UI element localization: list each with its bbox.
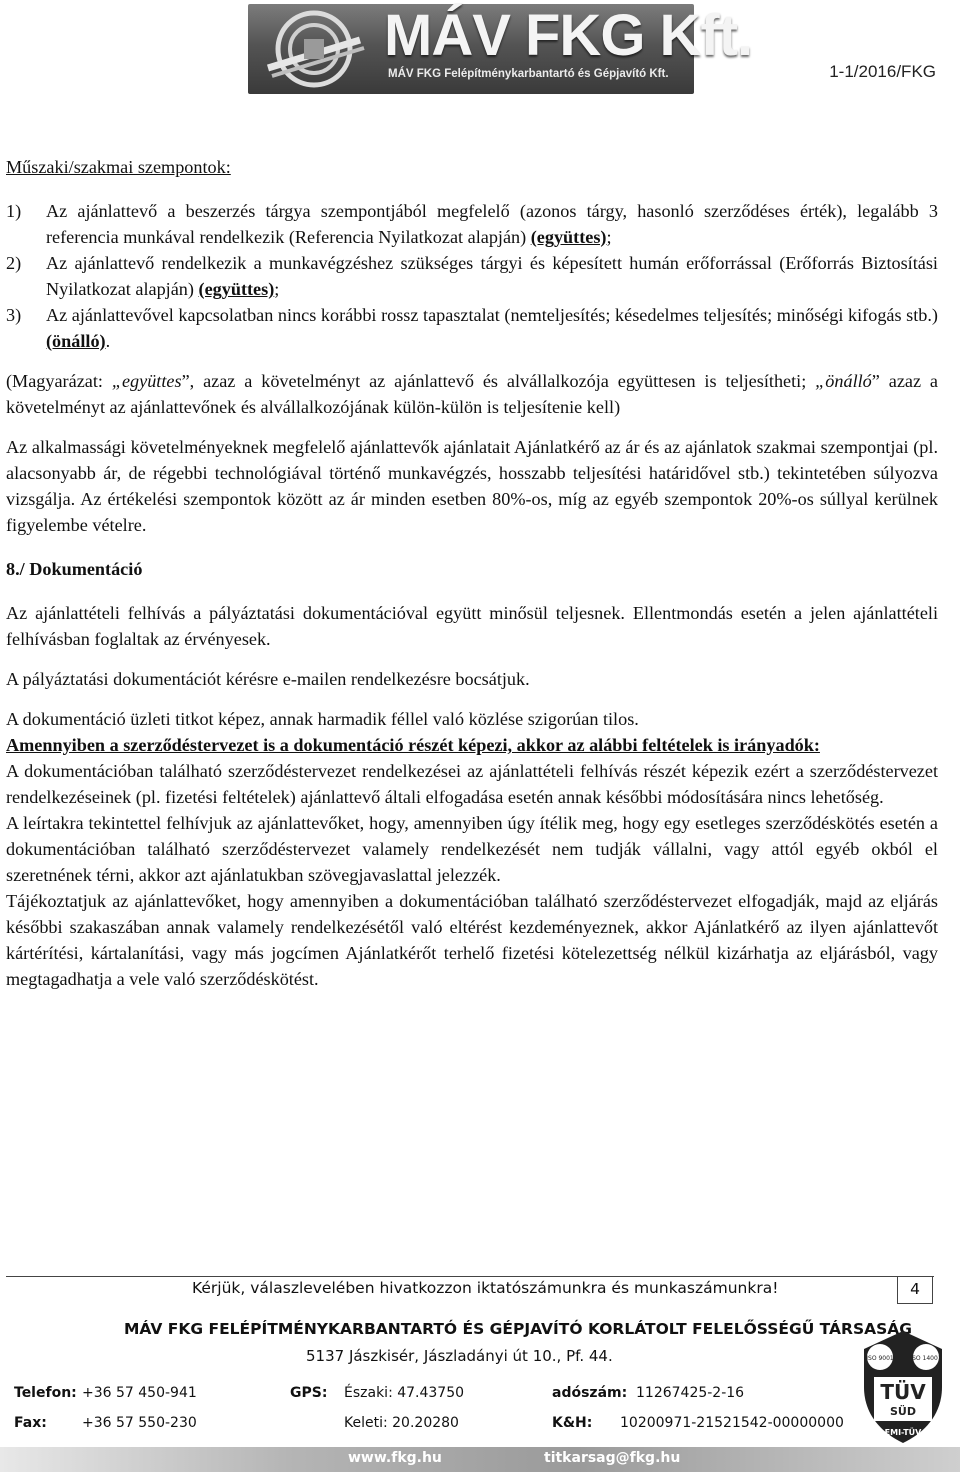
tax-label: adószám: <box>552 1385 628 1401</box>
criteria-list <box>6 198 938 354</box>
gps-label: GPS: <box>290 1385 328 1401</box>
section-8-title: 8./ Dokumentáció <box>6 559 143 579</box>
contract-heading: Amennyiben a szerződéstervezet is a dokumentáció részét képezi, akkor az alábbi feltételek is irányadók: <box>6 735 820 755</box>
logo-subtitle: MÁV FKG Felépítménykarbantartó és Gépjavító Kft. <box>388 68 669 80</box>
document-body <box>6 154 938 992</box>
tax-number: 11267425-2-16 <box>636 1385 745 1401</box>
logo-title: MÁV FKG Kft. <box>384 3 753 68</box>
list-number: 1) <box>6 201 22 221</box>
explanation-term: „önálló <box>815 371 872 391</box>
iso-14001-label: ISO 14001 <box>910 1355 942 1362</box>
list-number: 2) <box>6 253 22 273</box>
criterion-tag: (együttes) <box>198 279 275 299</box>
phone-label: Telefon: <box>14 1385 77 1401</box>
tuv-certification-icon <box>858 1327 948 1447</box>
email-link[interactable]: titkarsag@fkg.hu <box>544 1450 681 1466</box>
page-number: 4 <box>897 1276 933 1304</box>
evaluation-paragraph: Az alkalmassági követelményeknek megfelelő ajánlattevők ajánlatait Ajánlatkérő az ár és az ajánlatok szakmai szempontjai (pl. alacsonyabb ár, de régebbi technológiával történő munkavégzés, hosszabb teljesítési határidővel stb.) tekintetében súlyozva vizsgálja. Az értékelési szempontok között az ár minden esetben 80%-os, míg az egyéb szempontok 20%-os súllyal kerülnek figyelembe vételre. <box>6 437 938 535</box>
explanation-text: ”, azaz a követelményt az ajánlattevő és alvállalkozója együttesen is teljesítheti; <box>181 371 816 391</box>
list-item <box>6 302 938 354</box>
company-name: MÁV FKG FELÉPÍTMÉNYKARBANTARTÓ ÉS GÉPJAVÍTÓ KORLÁTOLT FELELŐSSÉGŰ TÁRSASÁG <box>124 1320 913 1338</box>
fax-number: +36 57 550-230 <box>82 1415 197 1431</box>
explanation-text: ” azaz a követelményt az ajánlattevőnek és alvállalkozójának külön-külön is teljesítenie kell) <box>6 371 939 417</box>
footer-divider <box>6 1276 934 1277</box>
company-logo <box>248 3 753 94</box>
explanation-text: (Magyarázat: <box>6 371 112 391</box>
criterion-end: ; <box>606 227 612 247</box>
criterion-end: . <box>105 331 111 351</box>
document-reference: 1-1/2016/FKG <box>829 62 936 81</box>
fax-label: Fax: <box>14 1415 47 1431</box>
phone-number: +36 57 450-941 <box>82 1385 197 1401</box>
footer-contact-bar <box>0 1447 960 1472</box>
criterion-tag: (önálló) <box>46 331 106 351</box>
explanation-term: „együttes <box>111 371 182 391</box>
bank-label: K&H: <box>552 1415 593 1431</box>
criterion-text: Az ajánlattevő rendelkezik a munkavégzéshez szükséges tárgyi és képesített humán erőforrással (Erőforrás Biztosítási Nyilatkozat alapján) <box>46 253 938 299</box>
company-address: 5137 Jászkisér, Jászladányi út 10., Pf. 44. <box>306 1347 613 1365</box>
list-item <box>6 198 938 250</box>
bank-account: 10200971-21521542-00000000 <box>620 1415 844 1431</box>
website-link[interactable]: www.fkg.hu <box>348 1450 442 1466</box>
documentation-paragraph-3: A dokumentáció üzleti titkot képez, annak harmadik féllel való közlése szigorúan tilos. <box>6 709 639 729</box>
tuv-label: TÜV <box>880 1380 926 1404</box>
explanation-paragraph <box>6 368 938 420</box>
contract-paragraph-2: A leírtakra tekintettel felhívjuk az ajánlattevőket, hogy, amennyiben úgy ítélik meg, hogy egy esetleges szerződéskötés esetén a dokumentációban található szerződéstervezet valamely rendelkezését nem tudják vállalni, vagy attól egyéb okból el szeretnének térni, akkor azt ajánlatukban szövegjavaslattal jelezzék. <box>6 813 938 885</box>
iso-9001-label: ISO 9001 <box>866 1355 894 1362</box>
footer-note: Kérjük, válaszlevelében hivatkozzon iktatószámunkra és munkaszámunkra! <box>192 1279 779 1297</box>
section-heading: Műszaki/szakmai szempontok: <box>6 157 231 177</box>
documentation-paragraph-1: Az ajánlattételi felhívás a pályáztatási dokumentációval együtt minősül teljesnek. Ellentmondás esetén a jelen ajánlattételi felhívásban foglaltak az érvényesek. <box>6 603 938 649</box>
criterion-text: Az ajánlattevővel kapcsolatban nincs korábbi rossz tapasztalat (nemteljesítés; késedelmes teljesítés; minőségi kifogás stb.) <box>46 305 938 325</box>
contract-paragraph-3: Tájékoztatjuk az ajánlattevőket, hogy amennyiben a dokumentációban található szerződéstervezet elfogadják, majd az eljárás későbbi szakaszában annak valamely rendelkezésétől való eltérést kezdeményeznek, akkor Ajánlatkérő az ilyen ajánlattevőt kártérítési, kártalanítási, vagy más jogcímen Ajánlatkérőt terhelő fizetési kötelezettség nélkül kizárhatja az eljárásból, vagy megtagadhatja a vele való szerződéskötést. <box>6 891 938 989</box>
list-item <box>6 250 938 302</box>
documentation-paragraph-2: A pályáztatási dokumentációt kérésre e-mailen rendelkezésre bocsátjuk. <box>6 669 530 689</box>
criterion-text: Az ajánlattevő a beszerzés tárgya szempontjából megfelelő (azonos tárgy, hasonló szerződéses érték), legalább 3 referencia munkával rendelkezik (Referencia Nyilatkozat alapján) <box>46 201 938 247</box>
criterion-tag: (együttes) <box>530 227 607 247</box>
contract-paragraph-1: A dokumentációban található szerződéstervezet rendelkezései az ajánlattételi felhívás részét képezik ezért a szerződéstervezet rendelkezéseinek (pl. fizetési feltételek) ajánlattevő általi elfogadása esetén annak későbbi módosítására nincs lehetőség. <box>6 761 938 807</box>
logo-emblem-icon <box>258 10 370 88</box>
gps-north: Északi: 47.43750 <box>344 1385 465 1401</box>
gps-east: Keleti: 20.20280 <box>344 1415 459 1431</box>
criterion-end: ; <box>274 279 280 299</box>
tuv-bottom-label: EMI-TÜV <box>884 1428 922 1437</box>
tuv-sub-label: SÜD <box>890 1405 916 1418</box>
list-number: 3) <box>6 305 22 325</box>
